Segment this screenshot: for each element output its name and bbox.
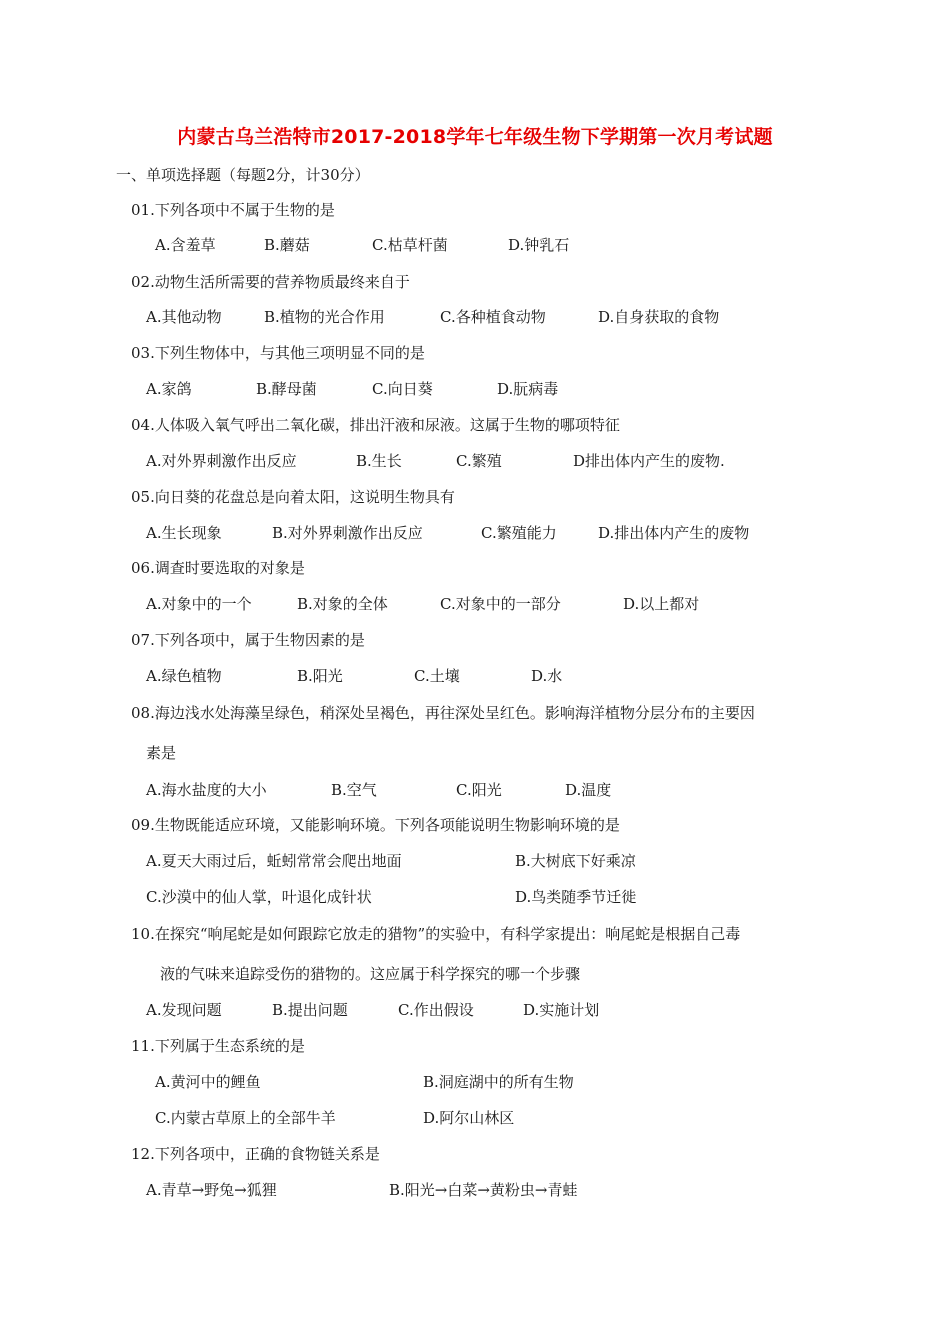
option-d: D.鸟类随季节迁徙 bbox=[515, 888, 637, 906]
option-b: B.提出问题 bbox=[272, 1001, 348, 1019]
option-d: D.阿尔山林区 bbox=[423, 1109, 515, 1127]
option-a: A.海水盐度的大小 bbox=[146, 781, 267, 799]
question-stem-continued: 液的气味来追踪受伤的猎物的。这应属于科学探究的哪一个步骤 bbox=[160, 965, 581, 983]
question-stem: 06.调查时要选取的对象是 bbox=[131, 559, 305, 577]
option-a: A.发现问题 bbox=[146, 1001, 222, 1019]
option-b: B.阳光 bbox=[297, 667, 343, 685]
question-stem: 03.下列生物体中，与其他三项明显不同的是 bbox=[131, 344, 425, 362]
option-d: D.钟乳石 bbox=[508, 236, 570, 254]
option-a: A.绿色植物 bbox=[146, 667, 222, 685]
option-c: C.内蒙古草原上的全部牛羊 bbox=[155, 1109, 336, 1127]
question-stem: 10.在探究“响尾蛇是如何跟踪它放走的猎物”的实验中，有科学家提出：响尾蛇是根据自己毒 bbox=[131, 925, 741, 943]
option-a: A.含羞草 bbox=[155, 236, 216, 254]
option-b: B.阳光→白菜→黄粉虫→青蛙 bbox=[389, 1181, 578, 1199]
option-d: D.温度 bbox=[565, 781, 612, 799]
option-b: B.植物的光合作用 bbox=[264, 308, 385, 326]
option-c: C.土壤 bbox=[414, 667, 460, 685]
question-stem: 05.向日葵的花盘总是向着太阳，这说明生物具有 bbox=[131, 488, 455, 506]
option-a: A.黄河中的鲤鱼 bbox=[155, 1073, 261, 1091]
option-d: D.排出体内产生的废物 bbox=[598, 524, 750, 542]
option-c: C.向日葵 bbox=[372, 380, 433, 398]
option-b: B.洞庭湖中的所有生物 bbox=[423, 1073, 574, 1091]
option-c: C.沙漠中的仙人掌，叶退化成针状 bbox=[146, 888, 372, 906]
question-stem: 04.人体吸入氧气呼出二氧化碳，排出汗液和尿液。这属于生物的哪项特征 bbox=[131, 416, 620, 434]
option-d: D排出体内产生的废物. bbox=[573, 452, 725, 470]
question-stem: 08.海边浅水处海藻呈绿色，稍深处呈褐色，再往深处呈红色。影响海洋植物分层分布的主要因 bbox=[131, 704, 755, 722]
option-b: B.对外界刺激作出反应 bbox=[272, 524, 423, 542]
option-a: A.对象中的一个 bbox=[146, 595, 252, 613]
option-a: A.夏天大雨过后，蚯蚓常常会爬出地面 bbox=[146, 852, 402, 870]
option-a: A.对外界刺激作出反应 bbox=[146, 452, 297, 470]
option-d: D.朊病毒 bbox=[497, 380, 559, 398]
option-b: B.蘑菇 bbox=[264, 236, 310, 254]
option-a: A.其他动物 bbox=[146, 308, 222, 326]
option-d: D.自身获取的食物 bbox=[598, 308, 720, 326]
question-stem: 12.下列各项中，正确的食物链关系是 bbox=[131, 1145, 380, 1163]
option-c: C.繁殖 bbox=[456, 452, 502, 470]
section-heading: 一、单项选择题（每题2分，计30分） bbox=[116, 166, 370, 184]
option-b: B.对象的全体 bbox=[297, 595, 388, 613]
option-d: D.以上都对 bbox=[623, 595, 700, 613]
option-d: D.水 bbox=[531, 667, 563, 685]
question-stem: 09.生物既能适应环境，又能影响环境。下列各项能说明生物影响环境的是 bbox=[131, 816, 620, 834]
question-stem: 07.下列各项中，属于生物因素的是 bbox=[131, 631, 365, 649]
option-b: B.酵母菌 bbox=[256, 380, 317, 398]
option-a: A.青草→野兔→狐狸 bbox=[146, 1181, 277, 1199]
option-a: A.家鸽 bbox=[146, 380, 192, 398]
question-stem-continued: 素是 bbox=[146, 744, 177, 762]
option-c: C.对象中的一部分 bbox=[440, 595, 561, 613]
question-stem: 01.下列各项中不属于生物的是 bbox=[131, 201, 335, 219]
option-b: B.大树底下好乘凉 bbox=[515, 852, 636, 870]
option-c: C.枯草杆菌 bbox=[372, 236, 448, 254]
option-a: A.生长现象 bbox=[146, 524, 222, 542]
question-stem: 02.动物生活所需要的营养物质最终来自于 bbox=[131, 273, 410, 291]
option-b: B.空气 bbox=[331, 781, 377, 799]
exam-title: 内蒙古乌兰浩特市2017-2018学年七年级生物下学期第一次月考试题 bbox=[177, 126, 773, 148]
option-c: C.作出假设 bbox=[398, 1001, 474, 1019]
option-c: C.各种植食动物 bbox=[440, 308, 546, 326]
option-c: C.繁殖能力 bbox=[481, 524, 557, 542]
option-b: B.生长 bbox=[356, 452, 402, 470]
option-d: D.实施计划 bbox=[523, 1001, 600, 1019]
option-c: C.阳光 bbox=[456, 781, 502, 799]
question-stem: 11.下列属于生态系统的是 bbox=[131, 1037, 305, 1055]
